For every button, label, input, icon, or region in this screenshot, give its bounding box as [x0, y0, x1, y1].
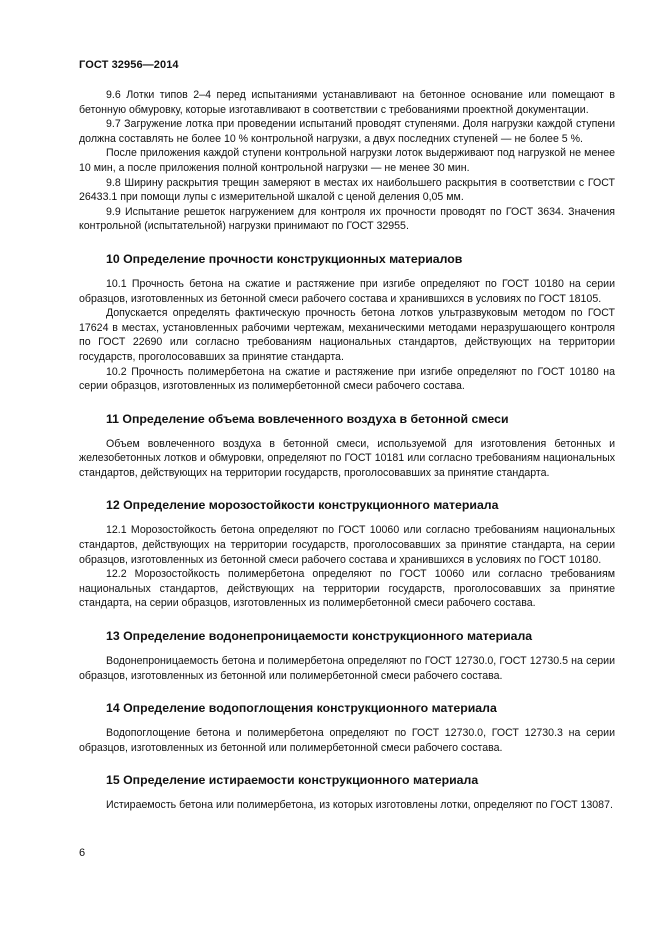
paragraph-12-2: 12.2 Морозостойкость полимербетона определяют по ГОСТ 10060 или согласно требованиям национальных стандартов, действующих на территории государств, проголосовавших за принятие стандарта, на серии образцов, изготовленных из полимербетонной смеси рабочего состава. [79, 568, 615, 610]
section-14-heading: 14 Определение водопоглощения конструкционного материала [106, 701, 497, 716]
paragraph-14: Водопоглощение бетона и полимербетона определяют по ГОСТ 12730.0, ГОСТ 12730.3 на серии образцов, изготовленных из бетонной или полимербетонной смеси рабочего состава. [79, 727, 615, 754]
paragraph-11: Объем вовлеченного воздуха в бетонной смеси, используемой для изготовления бетонных и железобетонных лотков и обмуровки, определяют по ГОСТ 10181 или согласно требованиям национальных стандартов, действующих на территории государств, проголосовавших за принятие стандарта. [79, 437, 615, 479]
section-11-heading: 11 Определение объема вовлеченного воздуха в бетонной смеси [106, 411, 509, 426]
paragraph-10-1: 10.1 Прочность бетона на сжатие и растяжение при изгибе определяют по ГОСТ 10180 на серии образцов, изготовленных из бетонной смеси рабочего состава и хранившихся в условиях по ГОСТ 18105. [79, 277, 615, 305]
page-number: 6 [79, 847, 86, 859]
paragraph-10-1-cont: Допускается определять фактическую прочность бетона лотков ультразвуковым методом по ГОСТ 17624 в местах, установленных рабочими чертежам, механическими методами неразрушающего контроля по ГОСТ 22690 или согласно требованиям национальных стандартов, действующих на территории государств, проголосовавших за принятие стандарта. [79, 307, 615, 363]
paragraph-9-9: 9.9 Испытание решеток нагружением для контроля их прочности проводят по ГОСТ 3634. Значения контрольной (испытательной) нагрузки принимают по ГОСТ 32955. [79, 205, 615, 233]
section-13-heading: 13 Определение водонепроницаемости конструкционного материала [106, 629, 533, 644]
paragraph-9-6: 9.6 Лотки типов 2–4 перед испытаниями устанавливают на бетонное основание или помещают в бетонную обмуровку, которые изготавливают в соответствии с требованиями проектной документации. [79, 89, 615, 116]
section-12-heading: 12 Определение морозостойкости конструкционного материала [106, 498, 499, 513]
paragraph-9-8: 9.8 Ширину раскрытия трещин замеряют в местах их наибольшего раскрытия в соответствии с ГОСТ 26433.1 при помощи лупы с измерительной шкалой с ценой деления 0,05 мм. [79, 176, 615, 204]
section-10-heading: 10 Определение прочности конструкционных материалов [106, 251, 463, 266]
paragraph-15: Истираемость бетона или полимербетона, из которых изготовлены лотки, определяют по ГОСТ 13087. [106, 799, 613, 812]
paragraph-12-1: 12.1 Морозостойкость бетона определяют по ГОСТ 10060 или согласно требованиям национальных стандартов, действующих на территории государств, проголосовавших за принятие стандарта, на серии образцов, изготовленных из бетонной смеси рабочего состава и хранившихся в условиях по ГОСТ 10180. [79, 524, 615, 566]
document-code-header: ГОСТ 32956—2014 [79, 59, 179, 71]
document-body [79, 88, 615, 813]
section-15-heading: 15 Определение истираемости конструкционного материала [106, 773, 479, 788]
paragraph-10-2: 10.2 Прочность полимербетона на сжатие и растяжение при изгибе определяют по ГОСТ 10180 на серии образцов, изготовленных из полимербетонной смеси рабочего состава. [79, 365, 615, 393]
paragraph-9-7: 9.7 Загружение лотка при проведении испытаний проводят ступенями. Доля нагрузки каждой ступени должна составлять не более 10 % контрольной нагрузки, а двух последних ступеней — не более 5 %. [79, 118, 615, 145]
paragraph-13: Водонепроницаемость бетона и полимербетона определяют по ГОСТ 12730.0, ГОСТ 12730.5 на серии образцов, изготовленных из бетонной или полимербетонной смеси рабочего состава. [79, 655, 615, 682]
paragraph-9-7-cont: После приложения каждой ступени контрольной нагрузки лоток выдерживают под нагрузкой не менее 10 мин, а после приложения полной контрольной нагрузки — не менее 30 мин. [79, 147, 615, 174]
